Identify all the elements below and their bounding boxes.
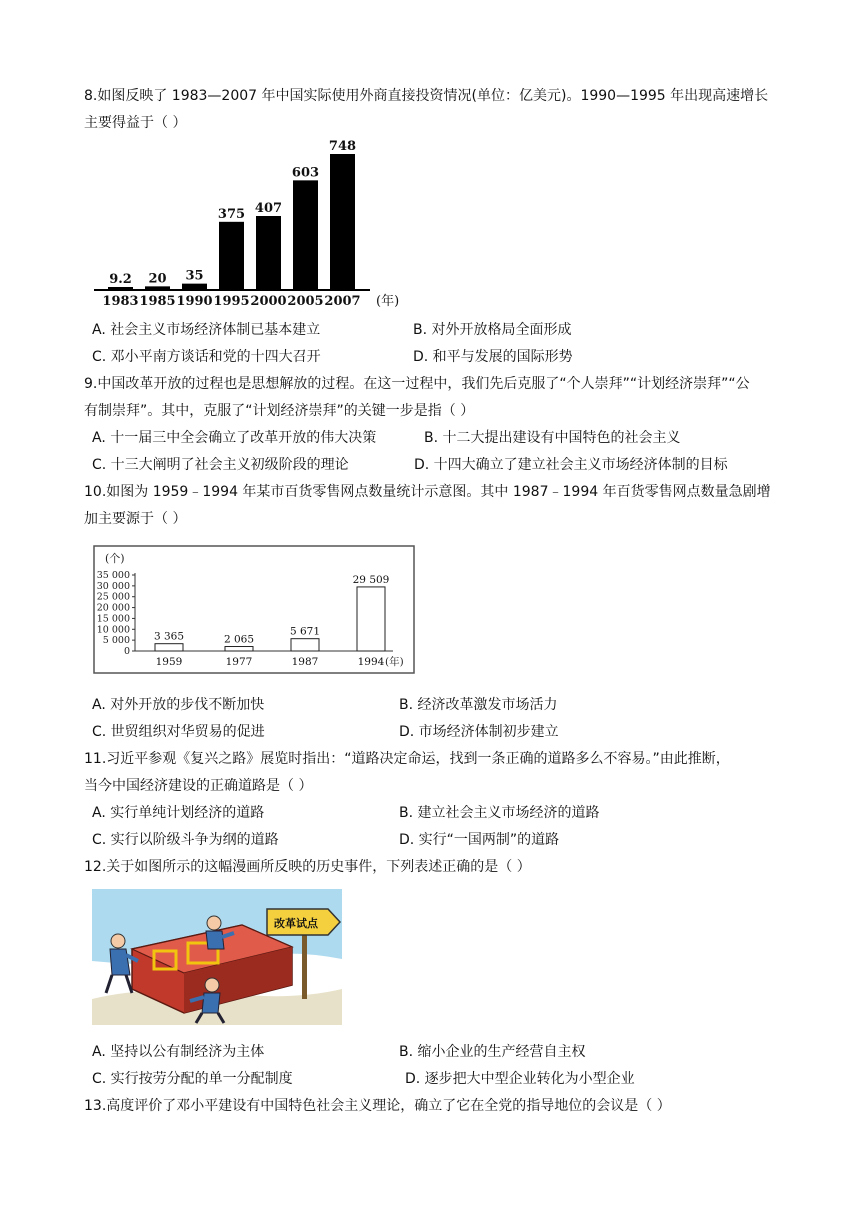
- q10-bar-1987: [291, 639, 319, 651]
- q8-investment-bar-chart: [88, 140, 418, 310]
- q10-bar-1959: [155, 644, 183, 651]
- q10-y-tick-label: 15 000: [96, 613, 130, 625]
- q8-x-tick-label: 2000: [250, 294, 287, 309]
- q12-option-a[interactable]: A. 坚持以公有制经济为主体: [92, 1044, 265, 1060]
- q9-option-c[interactable]: C. 十三大阐明了社会主义初级阶段的理论: [92, 457, 349, 473]
- q12-option-c[interactable]: C. 实行按劳分配的单一分配制度: [92, 1071, 293, 1087]
- q10-bar-1977: [225, 647, 253, 651]
- q8-stem-line1: 8.如图反映了 1983—2007 年中国实际使用外商直接投资情况(单位：亿美元)。1990—1995 年出现高速增长: [84, 88, 769, 104]
- q8-bar-2000: [256, 216, 281, 290]
- reform-pilot-sign-text: 改革试点: [274, 917, 318, 930]
- q11-stem-line1: 11.习近平参观《复兴之路》展览时指出：“道路决定命运，找到一条正确的道路多么不容易。”由此推断，: [84, 751, 730, 767]
- q10-option-d[interactable]: D. 市场经济体制初步建立: [399, 724, 559, 740]
- q10-option-b[interactable]: B. 经济改革激发市场活力: [399, 697, 558, 713]
- q10-y-tick-label: 35 000: [96, 570, 130, 581]
- q10-y-tick-label: 0: [123, 646, 130, 657]
- q10-x-tick-label: 1994: [357, 656, 385, 668]
- q8-bar-value-label: 748: [328, 140, 357, 154]
- q11-option-d[interactable]: D. 实行“一国两制”的道路: [399, 832, 560, 848]
- q10-bar-value-label: 29 509: [352, 573, 390, 586]
- q12-option-b[interactable]: B. 缩小企业的生产经营自主权: [399, 1044, 586, 1060]
- q11-option-c[interactable]: C. 实行以阶级斗争为纲的道路: [92, 832, 279, 848]
- q10-stem-line2: 加主要源于（ ）: [84, 511, 187, 527]
- q10-x-tick-label: 1977: [225, 656, 253, 668]
- q10-y-tick-label: 5 000: [102, 635, 130, 647]
- q8-x-tick-label: 1985: [139, 294, 176, 309]
- q8-bar-value-label: 9.2: [109, 272, 132, 287]
- q8-x-tick-label: 2007: [324, 294, 361, 309]
- q10-y-tick-label: 10 000: [96, 624, 130, 636]
- q10-bar-1994: [357, 587, 385, 651]
- q10-chart-xlabel: (年): [385, 656, 404, 668]
- q12-stem-line1: 12.关于如图所示的这幅漫画所反映的历史事件，下列表述正确的是（ ）: [84, 859, 531, 875]
- q10-y-tick-label: 25 000: [96, 591, 130, 603]
- q8-x-tick-label: 1990: [176, 294, 213, 309]
- q8-option-d[interactable]: D. 和平与发展的国际形势: [413, 349, 573, 365]
- q8-x-tick-label: 2005: [287, 294, 324, 309]
- q8-x-tick-label: 1983: [102, 294, 139, 309]
- q12-option-d[interactable]: D. 逐步把大中型企业转化为小型企业: [405, 1071, 635, 1087]
- q10-retail-outlets-chart: [93, 545, 415, 675]
- q9-option-b[interactable]: B. 十二大提出建设有中国特色的社会主义: [424, 430, 681, 446]
- q8-bar-2005: [293, 180, 318, 290]
- q9-option-a[interactable]: A. 十一届三中全会确立了改革开放的伟大决策: [92, 430, 377, 446]
- q8-bar-value-label: 375: [217, 206, 246, 222]
- q11-option-b[interactable]: B. 建立社会主义市场经济的道路: [399, 805, 600, 821]
- q8-bar-1990: [182, 284, 207, 290]
- q11-stem-line2: 当今中国经济建设的正确道路是（ ）: [84, 778, 313, 794]
- q9-stem-line2: 有制崇拜”。其中，克服了“计划经济崇拜”的关键一步是指（ ）: [84, 403, 475, 419]
- q8-bar-value-label: 35: [185, 268, 204, 284]
- q13-stem-line1: 13.高度评价了邓小平建设有中国特色社会主义理论，确立了它在全党的指导地位的会议是（ ）: [84, 1098, 671, 1114]
- q8-bar-value-label: 603: [291, 165, 320, 181]
- q10-chart-ylabel: (个): [105, 552, 125, 565]
- q10-option-c[interactable]: C. 世贸组织对华贸易的促进: [92, 724, 265, 740]
- q8-bar-1995: [219, 222, 244, 290]
- q10-bar-value-label: 5 671: [289, 625, 321, 638]
- q10-stem-line1: 10.如图为 1959﹣1994 年某市百货零售网点数量统计示意图。其中 1987﹣1994 年百货零售网点数量急剧增: [84, 484, 771, 500]
- q8-bar-1983: [108, 287, 133, 290]
- q10-x-tick-label: 1987: [291, 656, 319, 668]
- q8-bar-value-label: 20: [148, 271, 167, 287]
- q10-y-tick-label: 30 000: [96, 580, 130, 592]
- q8-option-b[interactable]: B. 对外开放格局全面形成: [413, 322, 572, 338]
- q11-option-a[interactable]: A. 实行单纯计划经济的道路: [92, 805, 265, 821]
- q10-x-tick-label: 1959: [155, 656, 183, 668]
- q8-x-tick-label: 1995: [213, 294, 250, 309]
- q10-option-a[interactable]: A. 对外开放的步伐不断加快: [92, 697, 265, 713]
- q12-reform-cartoon: [92, 889, 342, 1025]
- q8-bar-1985: [145, 286, 170, 290]
- q10-bar-value-label: 3 365: [153, 630, 185, 643]
- q9-stem-line1: 9.中国改革开放的过程也是思想解放的过程。在这一过程中，我们先后克服了“个人崇拜”“计划经济崇拜”“公: [84, 376, 750, 392]
- q8-bar-2007: [330, 154, 355, 290]
- q9-option-d[interactable]: D. 十四大确立了建立社会主义市场经济体制的目标: [414, 457, 728, 473]
- q10-bar-value-label: 2 065: [223, 633, 255, 646]
- q8-bar-value-label: 407: [254, 201, 283, 216]
- q8-stem-line2: 主要得益于（ ）: [84, 115, 187, 131]
- q8-chart-xlabel: (年): [376, 294, 400, 309]
- q8-option-c[interactable]: C. 邓小平南方谈话和党的十四大召开: [92, 349, 321, 365]
- q8-option-a[interactable]: A. 社会主义市场经济体制已基本建立: [92, 322, 321, 338]
- q10-y-tick-label: 20 000: [96, 602, 130, 614]
